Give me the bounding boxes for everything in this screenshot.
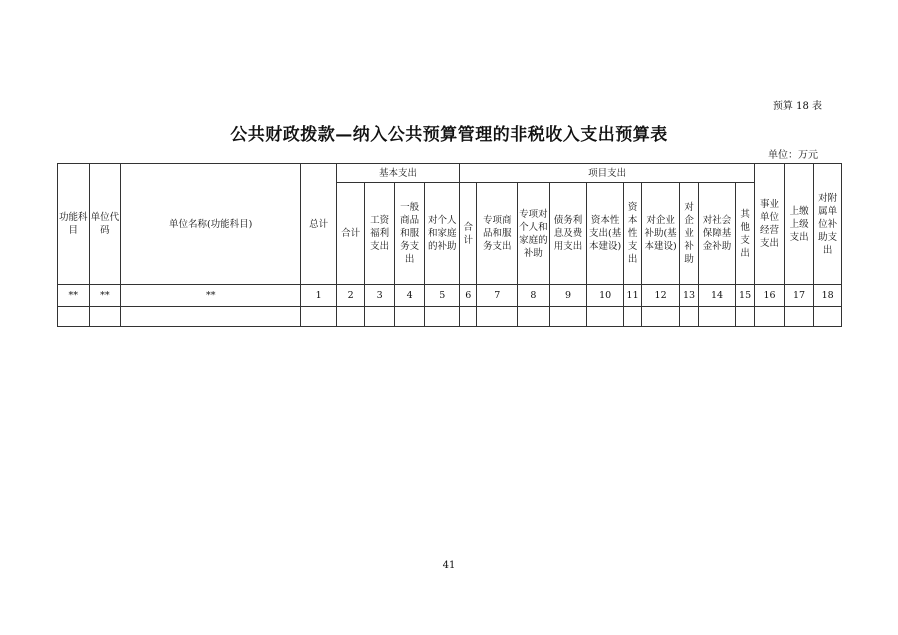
index-cell: 12 — [642, 285, 680, 307]
empty-cell — [587, 307, 624, 327]
header-special-goods: 专项商品和服务支出 — [477, 183, 518, 285]
header-upper-payment: 上缴上级支出 — [784, 164, 814, 285]
index-cell: 16 — [755, 285, 785, 307]
index-cell: 10 — [587, 285, 624, 307]
empty-cell — [642, 307, 680, 327]
header-func-subject: 功能科目 — [58, 164, 90, 285]
header-capital: 资本性支出 — [623, 183, 641, 285]
index-cell: 17 — [784, 285, 814, 307]
form-code: 预算 18 表 — [772, 101, 822, 112]
index-cell: 14 — [699, 285, 736, 307]
empty-cell — [735, 307, 754, 327]
index-cell: 4 — [394, 285, 425, 307]
header-subsidiary: 对附属单位补助支出 — [814, 164, 842, 285]
empty-cell — [460, 307, 477, 327]
header-enterprise-infra: 对企业补助(基本建设) — [642, 183, 680, 285]
empty-cell — [121, 307, 301, 327]
empty-cell — [477, 307, 518, 327]
budget-table — [57, 163, 842, 327]
header-business-ops: 事业单位经营支出 — [755, 164, 785, 285]
empty-cell — [679, 307, 698, 327]
index-row — [58, 285, 842, 307]
empty-cell — [784, 307, 814, 327]
index-cell: ** — [89, 285, 121, 307]
empty-cell — [394, 307, 425, 327]
index-cell: 11 — [623, 285, 641, 307]
table-row — [58, 307, 842, 327]
empty-cell — [58, 307, 90, 327]
header-goods-services: 一般商品和服务支出 — [394, 183, 425, 285]
header-basic-group: 基本支出 — [336, 164, 459, 183]
header-enterprise: 对企业补助 — [679, 183, 698, 285]
header-social-security: 对社会保障基金补助 — [699, 183, 736, 285]
index-cell: 8 — [518, 285, 550, 307]
index-cell: 3 — [365, 285, 395, 307]
empty-cell — [518, 307, 550, 327]
index-cell: 5 — [425, 285, 460, 307]
empty-cell — [755, 307, 785, 327]
index-cell: ** — [58, 285, 90, 307]
empty-cell — [301, 307, 337, 327]
index-cell: 1 — [301, 285, 337, 307]
header-other: 其他支出 — [735, 183, 754, 285]
empty-cell — [425, 307, 460, 327]
index-cell: 18 — [814, 285, 842, 307]
header-total: 总计 — [301, 164, 337, 285]
index-cell: 7 — [477, 285, 518, 307]
empty-cell — [814, 307, 842, 327]
page-title: 公共财政拨款—纳入公共预算管理的非税收入支出预算表 — [230, 125, 668, 145]
empty-cell — [699, 307, 736, 327]
header-special-households: 专项对个人和家庭的补助 — [518, 183, 550, 285]
page-number: 41 — [442, 560, 456, 571]
index-cell: 15 — [735, 285, 754, 307]
empty-cell — [336, 307, 365, 327]
index-cell: 6 — [460, 285, 477, 307]
header-to-households: 对个人和家庭的补助 — [425, 183, 460, 285]
header-capital-infra: 资本性支出(基本建设) — [587, 183, 624, 285]
header-project-group: 项目支出 — [460, 164, 755, 183]
header-basic-total: 合计 — [336, 183, 365, 285]
header-debt-interest: 债务利息及费用支出 — [549, 183, 587, 285]
unit-label: 单位：万元 — [768, 150, 818, 161]
empty-cell — [623, 307, 641, 327]
empty-cell — [89, 307, 121, 327]
header-unit-code: 单位代码 — [89, 164, 121, 285]
index-cell: 9 — [549, 285, 587, 307]
header-project-total: 合计 — [460, 183, 477, 285]
empty-cell — [549, 307, 587, 327]
index-cell: 13 — [679, 285, 698, 307]
index-cell: ** — [121, 285, 301, 307]
header-salary: 工资福利支出 — [365, 183, 395, 285]
index-cell: 2 — [336, 285, 365, 307]
empty-cell — [365, 307, 395, 327]
header-unit-name: 单位名称(功能科目) — [121, 164, 301, 285]
